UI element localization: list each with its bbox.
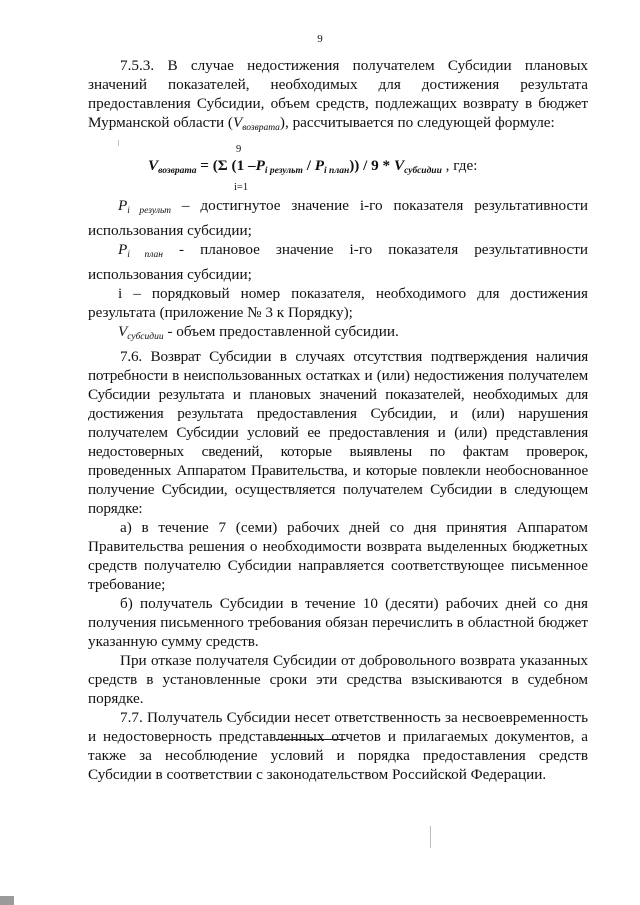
def-v-subsidy-symbol: V (118, 323, 128, 340)
def-v-subsidy-subscript: субсидии (127, 332, 164, 342)
scan-speck (430, 826, 431, 848)
formula-close: )) / 9 * (349, 157, 394, 174)
definition-index: i – порядковый номер показателя, необходимого для достижения результата (приложение № 3 к Порядку); (88, 285, 588, 321)
formula-lhs: V (148, 157, 159, 174)
formula (88, 138, 588, 196)
sum-lower-limit: i=1 (234, 182, 249, 193)
paragraph-7-6-b: б) получатель Субсидии в течение 10 (десяти) рабочих дней со дня получения письменного требования обязан перечислить в областной бюджет указанную сумму средств. (88, 595, 588, 650)
formula-v-subsidy: V (393, 157, 405, 174)
def-p-result-subscript: i результ (127, 206, 172, 216)
paragraph-7-6-refusal: При отказе получателя Субсидии от добровольного возврата указанных средств в установленные сроки эти средства взыскиваются в судебном порядке. (88, 652, 588, 707)
v-return-subscript: возврата (242, 123, 280, 133)
def-p-result-text: – достигнутое значение i-го показателя результативности использования субсидии; (88, 197, 588, 239)
def-p-plan-symbol: P (118, 241, 128, 258)
formula-open: (Σ (1 – (212, 157, 256, 174)
paragraph-7-6-a: а) в течение 7 (семи) рабочих дней со дня принятия Аппаратом Правительства решения о необходимости возврата выделенных бюджетных средств получателю Субсидии направляется соответствующее письменное требование; (88, 519, 588, 593)
formula-lhs-subscript: возврата (158, 166, 197, 176)
page-number: 9 (317, 33, 323, 45)
def-p-plan-subscript: i план (127, 250, 163, 260)
paragraph-7-6: 7.6. Возврат Субсидии в случаях отсутствия подтверждения наличия потребности в неиспользованных остатках и (или) недостижения получателем Субсидии результата и плановых значений показателей, необходимых для достижения результата предоставления Субсидии, и (или) нарушения получателем Субсидии условий ее предоставления и (или) представления недостоверных сведений, которые выявлены по фактам проверок, проведенных Аппаратом Правительства, и которые повлекли необоснованное получение Субсидии, осуществляется получателем Субсидии в следующем порядке: (88, 348, 588, 517)
formula-p-plan: P (314, 157, 325, 174)
formula-equals: = (196, 157, 213, 174)
def-p-plan-text: - плановое значение i-го показателя результативности использования субсидии; (88, 241, 588, 283)
document-body (88, 56, 588, 784)
scan-speck (118, 140, 119, 146)
scan-edge-mark (0, 896, 14, 905)
formula-expression (148, 156, 477, 181)
def-v-subsidy-text: - объем предоставленной субсидии. (163, 323, 399, 340)
definition-v-subsidy (88, 322, 588, 347)
sum-upper-limit: 9 (236, 144, 242, 155)
paragraph-7-7: 7.7. Получатель Субсидии несет ответственность за несвоевременность и недостоверность представленных отчетов и прилагаемых документов, а также за несоблюдение условий и порядка предоставления средств Субсидии в соответствии с законодательством Российской Федерации. (88, 709, 588, 783)
definition-p-result (88, 196, 588, 240)
formula-p-result: P (255, 157, 265, 174)
v-return-symbol: V (232, 114, 243, 131)
paragraph-7-5-3-end: ), рассчитывается по следующей формуле: (279, 114, 555, 131)
def-p-result-symbol: P (118, 197, 128, 214)
definition-p-plan (88, 240, 588, 284)
formula-slash: / (302, 157, 315, 174)
formula-where: , где: (441, 157, 478, 174)
paragraph-7-5-3 (88, 56, 588, 138)
formula-v-subsidy-subscript: субсидии (404, 166, 442, 176)
formula-p-plan-subscript: i план (324, 166, 350, 176)
formula-p-result-subscript: i результ (264, 166, 303, 176)
paragraph-7-5-3-text: 7.5.3. В случае недостижения получателем Субсидии плановых значений показателей, необходимых для достижения результата предоставления Субсидии, объем средств, подлежащих возврату в бюджет Мурманской области ( (88, 57, 588, 131)
end-of-document-line (276, 739, 346, 740)
